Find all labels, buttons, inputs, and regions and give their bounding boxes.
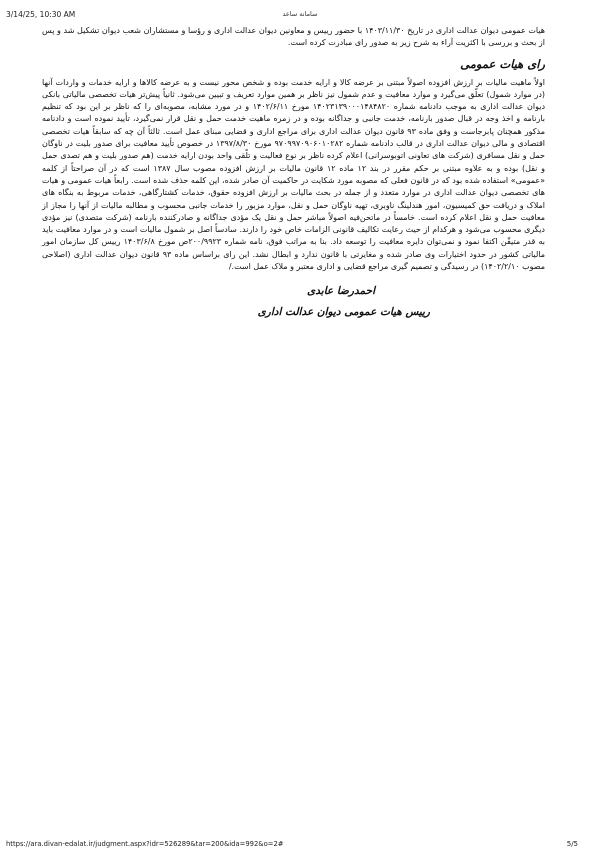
document-body [42,25,545,318]
ruling-text: اولاً ماهیت مالیات بر ارزش افزوده اصولاً مبتنی بر عرضه کالا و ارایه خدمت بوده و شخص محور نیست و به عرضه کالاها و ارایه خدمات و واردات آنها (در موارد شمول) تعلّق می‌گیرد و موارد معافیت و عدم شمول نیز ناظر بر همین موارد تعریف و تبیین می‌شود. ثانیاً پیش‌تر هیات تخصصی مالیاتی بانکی دیوان عدالت اداری به موجب دادنامه شماره ۱۴۰۲۳۱۳۹۰۰۰۱۴۸۴۸۲۰ مورخ ۱۴۰۲/۶/۱۱ و در مورد مشابه، مصوبه‌ای را که ناظر بر این بود که تنظیم بارنامه و اخذ وجه در قبال صدور بارنامه، خدمت جانبی و جداگانه بوده و در زمره ماهیت خدمت حمل و نقل قرار نمی‌گیرد، تأیید نموده است و دادنامه مذکور همچنان پابرجاست و وفق ماده ۹۳ قانون دیوان عدالت اداری برای مراجع اداری و قضایی مبنای عمل است. ثالثاً آن چه که سابقاً هیات تخصصی اقتصادی و مالی دیوان عدالت اداری در قالب دادنامه شماره ۹۷۰۹۹۷۰۹۰۶۰۱۰۲۸۲ مورخ ۱۳۹۷/۸/۳۰ در خصوص تأیید معافیت برای صدور بلیت در ناوگان حمل و نقل مسافری (شرکت های تعاونی اتوبوسرانی) اعلام کرده ناظر بر نوع فعالیت و تلّقی واحد بودن ارایه خدمت (هم صدور بلیت و هم تصدی حمل و نقل) بوده و به علاوه مبتنی بر حکم مقرر در بند ۱۲ ماده ۱۲ قانون مالیات بر ارزش افزوده مصوب سال ۱۳۸۷ است که در آن صراحتاً از کلمه «عمومی» استفاده شده بود که در قانون فعلی که مصوبه مورد شکایت در حاکمیت آن صادر شده، این کلمه حذف شده است. رابعاً هیات عمومی و هیات های تخصصی دیوان عدالت اداری در موارد متعدد و از جمله در بحث مالیات بر ارزش افزوده حقوق، خدمات کشتارگاهی، خدمات مربوط به بنگاه های املاک و دریافت حق کمیسیون، امور هندلینگ ناوبری، تهیه ناوگان حمل و نقل، موارد مزبور را خدمات جانبی محسوب و مطالبه مالیات از آنها را مجاز از معافیت حمل و نقل اعلام کرده است. خامساً در ماتحن‌فیه اصولاً مباشر حمل و نقل یک مؤدی جداگانه و صادرکننده بارنامه (شرکت متصدی) نیز مؤدی دیگری محسوب می‌شود و هرکدام از حیث رعایت تکالیف قانونی الزامات خاص خود را دارند. سادساً اصل بر شمول مالیات است و در موارد معافیت باید به قدر متیقّن اکتفا نمود و نمی‌توان دایره معافیت را توسعه داد. بنا به مراتب فوق، نامه شماره ۲۰۰/۹۹۲۳ص مورخ ۱۴۰۳/۶/۸ رییس کل سازمان امور مالیاتی کشور در حدود اختیارات وی صادر شده و مغایرتی با قانون ندارد و ابطال نشد. این رای براساس ماده ۹۳ قانون دیوان عدالت اداری (اصلاحی مصوب ۱۴۰۲/۲/۱۰) در رسیدگی و تصمیم گیری مراجع قضایی و اداری معتبر و ملاک عمل است./ [42,77,546,272]
page-number: 5/5 [566,840,578,848]
section-title: رای هیات عمومی [460,56,545,71]
intro-paragraph: هیات عمومی دیوان عدالت اداری در تاریخ ۱۴۰۳/۱۱/۳۰ با حضور رییس و معاونین دیوان عدالت اداری و رؤسا و مستشاران شعب دیوان تشکیل شد و پس از بحث و بررسی با اکثریت آراء به شرح زیر به صدور رای مبادرت کرده است. [42,26,546,48]
signer-title: رییس هیات عمومی دیوان عدالت اداری [257,306,430,319]
signer-name: احمدرضا عابدی [307,285,375,298]
page-url[interactable]: https://ara.divan-edalat.ir/judgment.aspx?idr=526289&tar=200&ida=992&o=2# [6,840,284,848]
print-timestamp: 3/14/25, 10:30 AM [6,10,76,19]
site-name: سامانه ساعد [282,10,318,18]
